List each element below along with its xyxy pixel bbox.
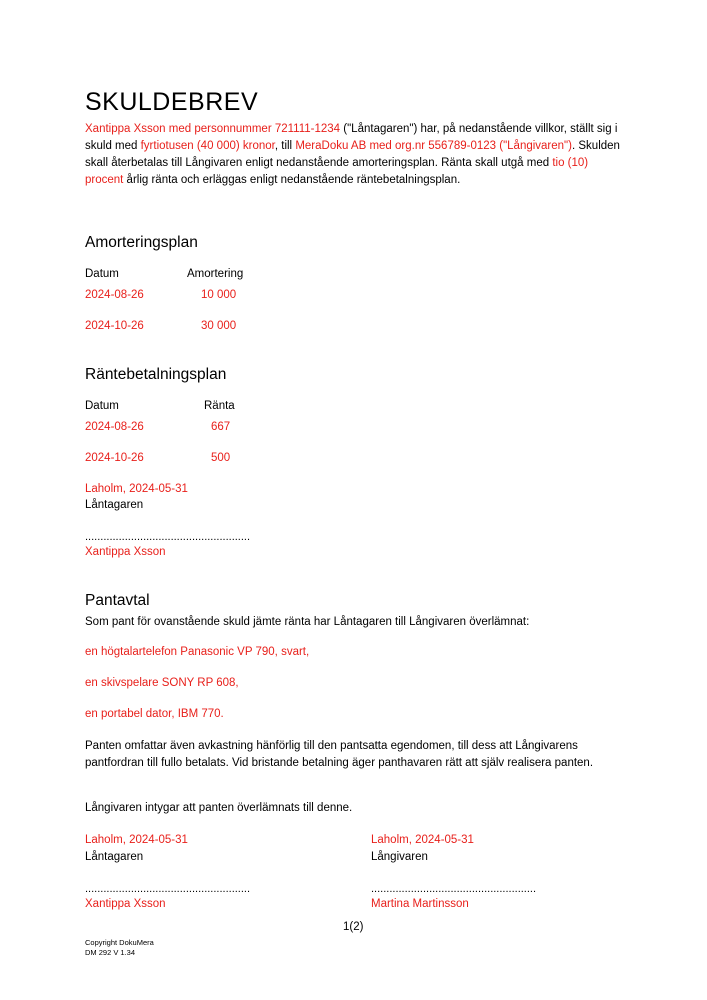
- pledge-item: en högtalartelefon Panasonic VP 790, svart,: [85, 646, 310, 658]
- pledge-paragraph: Panten omfattar även avkastning hänförlig till den pantsatta egendomen, till dess att Långivarens pantfordran till fullo betalats. Vid bristande betalning äger panthavaren rätt att själv realisera panten.: [85, 740, 594, 769]
- signature-role: Långivaren: [371, 851, 428, 863]
- pledge-item: en portabel dator, IBM 770.: [85, 708, 224, 720]
- interest-rate: tio (10) procent: [85, 157, 589, 186]
- footer-copyright: Copyright DokuMera: [85, 938, 154, 947]
- signature-place-date: Laholm, 2024-05-31: [85, 483, 188, 495]
- loan-amount: fyrtiotusen (40 000) kronor: [140, 140, 275, 152]
- signature-role: Låntagaren: [85, 499, 144, 511]
- amortization-row-date: 2024-10-26: [85, 320, 144, 332]
- amortization-row-amount: 10 000: [201, 289, 237, 301]
- signature-role: Låntagaren: [85, 851, 144, 863]
- lender-identity: MeraDoku AB med org.nr 556789-0123 ("Långivaren"): [295, 140, 572, 152]
- signature-place-date: Laholm, 2024-05-31: [85, 834, 188, 846]
- intro-text: ("Låntagaren") har, på nedanstående villkor, ställt sig i skuld med: [85, 123, 618, 152]
- amortization-row-date: 2024-08-26: [85, 289, 144, 301]
- interest-heading: Räntebetalningsplan: [85, 366, 227, 383]
- pledge-item: en skivspelare SONY RP 608,: [85, 677, 239, 689]
- signature-place-date: Laholm, 2024-05-31: [371, 834, 474, 846]
- interest-row-date: 2024-10-26: [85, 452, 144, 464]
- intro-text: årlig ränta och erläggas enligt nedanstående räntebetalningsplan.: [123, 174, 461, 186]
- amortization-heading: Amorteringsplan: [85, 234, 198, 251]
- amortization-col-date: Datum: [85, 268, 119, 280]
- intro-text: , till: [274, 140, 296, 152]
- amortization-col-amount: Amortering: [187, 268, 244, 280]
- interest-row-amount: 500: [211, 452, 231, 464]
- pledge-heading: Pantavtal: [85, 592, 150, 609]
- borrower-identity: Xantippa Xsson med personnummer 721111-1234: [85, 123, 341, 135]
- signature-name: Xantippa Xsson: [85, 898, 166, 910]
- pledge-confirmation: Långivaren intygar att panten överlämnats till denne.: [85, 802, 353, 814]
- interest-row-date: 2024-08-26: [85, 421, 144, 433]
- amortization-row-amount: 30 000: [201, 320, 237, 332]
- signature-line: ......................................................: [85, 883, 251, 895]
- signature-name: Xantippa Xsson: [85, 546, 166, 558]
- signature-line: ......................................................: [85, 531, 251, 543]
- page-number: 1(2): [343, 921, 364, 933]
- document-title: SKULDEBREV: [85, 88, 259, 116]
- interest-col-amount: Ränta: [204, 400, 235, 412]
- footer-version: DM 292 V 1.34: [85, 948, 136, 957]
- intro-text: . Skulden skall återbetalas till Långivaren enligt nedanstående amorteringsplan. Ränta skall utgå med: [85, 140, 620, 169]
- signature-line: ......................................................: [371, 883, 537, 895]
- interest-col-date: Datum: [85, 400, 119, 412]
- intro-paragraph: [85, 121, 625, 189]
- interest-row-amount: 667: [211, 421, 231, 433]
- pledge-intro: Som pant för ovanstående skuld jämte ränta har Låntagaren till Långivaren överlämnat:: [85, 616, 530, 628]
- signature-name: Martina Martinsson: [371, 898, 469, 910]
